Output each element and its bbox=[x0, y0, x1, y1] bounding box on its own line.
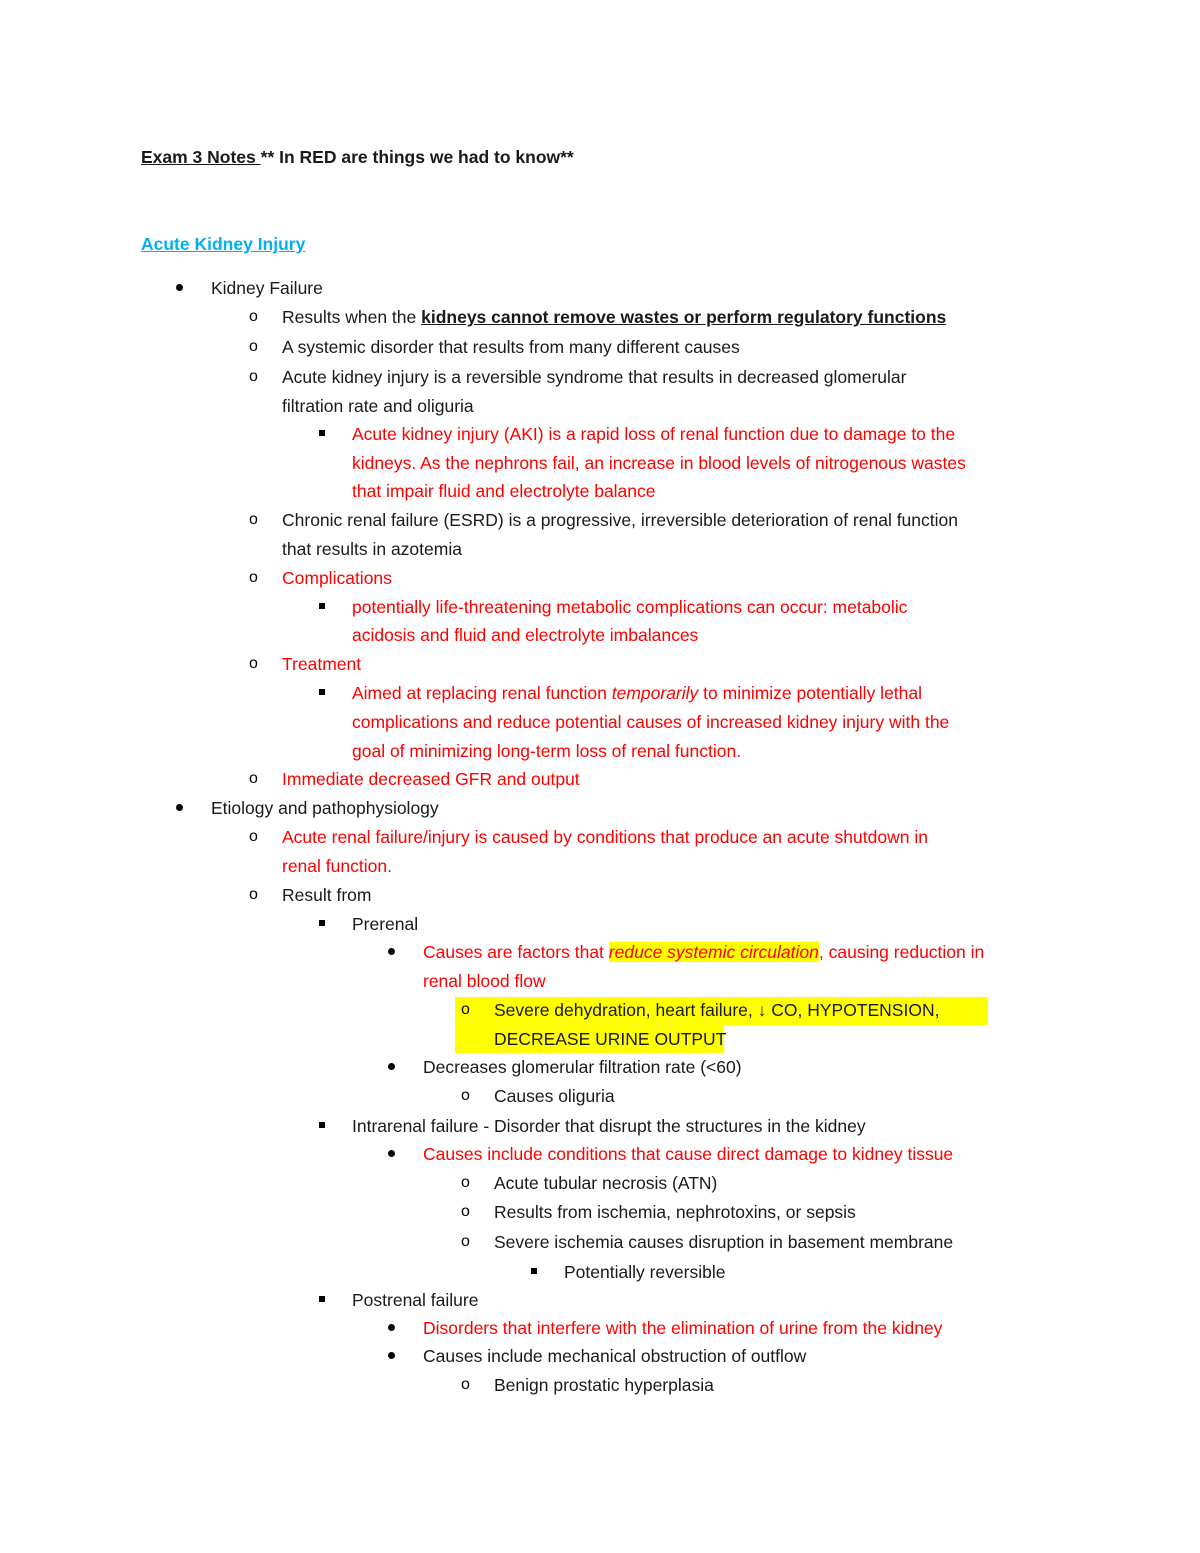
circle-bullet-icon: o bbox=[461, 1376, 470, 1393]
list-item bbox=[423, 941, 984, 963]
list-item: Acute kidney injury (AKI) is a rapid loss of renal function due to damage to the bbox=[352, 424, 956, 444]
page-title bbox=[141, 146, 574, 168]
list-item: potentially life-threatening metabolic complications can occur: metabolic bbox=[352, 597, 908, 617]
list-item: Prerenal bbox=[352, 914, 419, 934]
list-item-cont: kidneys. As the nephrons fail, an increase in blood levels of nitrogenous wastes bbox=[352, 453, 966, 473]
circle-bullet-icon: o bbox=[249, 511, 258, 528]
circle-bullet-icon: o bbox=[249, 569, 258, 586]
list-item: Acute tubular necrosis (ATN) bbox=[494, 1173, 718, 1193]
list-item-cont: renal blood flow bbox=[423, 971, 546, 991]
list-item: Potentially reversible bbox=[564, 1262, 726, 1282]
bullet-dot-icon bbox=[388, 1352, 395, 1359]
bullet-dot-icon bbox=[388, 1150, 395, 1157]
list-item: Results from ischemia, nephrotoxins, or sepsis bbox=[494, 1202, 856, 1222]
list-text: Aimed at replacing renal function bbox=[352, 683, 612, 703]
list-text: Results when the bbox=[282, 307, 422, 327]
square-bullet-icon bbox=[319, 430, 325, 436]
list-text: Causes are factors that bbox=[423, 942, 609, 962]
list-item: Result from bbox=[282, 885, 372, 905]
bullet-dot-icon bbox=[388, 948, 395, 955]
bullet-dot-icon bbox=[388, 1324, 395, 1331]
list-item-cont: DECREASE URINE OUTPUT bbox=[494, 1029, 727, 1049]
square-bullet-icon bbox=[319, 920, 325, 926]
square-bullet-icon bbox=[319, 603, 325, 609]
list-item: Benign prostatic hyperplasia bbox=[494, 1375, 714, 1395]
title-main: Exam 3 Notes bbox=[141, 147, 261, 167]
list-item-cont: goal of minimizing long-term loss of renal function. bbox=[352, 741, 742, 761]
circle-bullet-icon: o bbox=[461, 1174, 470, 1191]
list-item-cont: complications and reduce potential causes of increased kidney injury with the bbox=[352, 712, 950, 732]
list-item bbox=[352, 682, 922, 704]
list-item: Causes include conditions that cause direct damage to kidney tissue bbox=[423, 1144, 954, 1164]
list-item-cont: that impair fluid and electrolyte balance bbox=[352, 481, 656, 501]
list-item: Kidney Failure bbox=[211, 278, 323, 298]
italic-text: temporarily bbox=[611, 683, 699, 703]
circle-bullet-icon: o bbox=[249, 368, 258, 385]
emphasis-text: kidneys cannot remove wastes or perform regulatory functions bbox=[421, 307, 947, 327]
list-text: , causing reduction in bbox=[818, 942, 985, 962]
circle-bullet-icon: o bbox=[461, 1087, 470, 1104]
list-item: Postrenal failure bbox=[352, 1290, 479, 1310]
list-item-cont: renal function. bbox=[282, 856, 392, 876]
list-item: Decreases glomerular filtration rate (<60) bbox=[423, 1057, 742, 1077]
square-bullet-icon bbox=[319, 689, 325, 695]
circle-bullet-icon: o bbox=[461, 1203, 470, 1220]
circle-bullet-icon: o bbox=[461, 1233, 470, 1250]
list-item-cont: acidosis and fluid and electrolyte imbalances bbox=[352, 625, 699, 645]
list-item: Treatment bbox=[282, 654, 362, 674]
highlighted-text: reduce systemic circulation bbox=[608, 942, 819, 962]
list-item bbox=[282, 306, 946, 328]
list-item: Acute renal failure/injury is caused by conditions that produce an acute shutdown in bbox=[282, 827, 928, 847]
list-item: Severe dehydration, heart failure, ↓ CO, HYPOTENSION, bbox=[494, 1000, 940, 1020]
list-item: Etiology and pathophysiology bbox=[211, 798, 439, 818]
square-bullet-icon bbox=[531, 1268, 537, 1274]
bullet-dot-icon bbox=[176, 804, 183, 811]
square-bullet-icon bbox=[319, 1296, 325, 1302]
list-item-cont: that results in azotemia bbox=[282, 539, 462, 559]
list-item: Causes oliguria bbox=[494, 1086, 615, 1106]
circle-bullet-icon: o bbox=[461, 1001, 470, 1018]
circle-bullet-icon: o bbox=[249, 338, 258, 355]
circle-bullet-icon: o bbox=[249, 770, 258, 787]
section-heading: Acute Kidney Injury bbox=[141, 234, 306, 254]
list-item: Causes include mechanical obstruction of outflow bbox=[423, 1346, 807, 1366]
list-item-cont: filtration rate and oliguria bbox=[282, 396, 474, 416]
circle-bullet-icon: o bbox=[249, 886, 258, 903]
title-note: ** In RED are things we had to know** bbox=[260, 147, 574, 167]
list-item: A systemic disorder that results from many different causes bbox=[282, 337, 740, 357]
list-item: Intrarenal failure - Disorder that disrupt the structures in the kidney bbox=[352, 1116, 866, 1136]
bullet-dot-icon bbox=[388, 1063, 395, 1070]
list-item: Acute kidney injury is a reversible syndrome that results in decreased glomerular bbox=[282, 367, 907, 387]
list-item: Immediate decreased GFR and output bbox=[282, 769, 580, 789]
list-item: Severe ischemia causes disruption in basement membrane bbox=[494, 1232, 954, 1252]
circle-bullet-icon: o bbox=[249, 655, 258, 672]
circle-bullet-icon: o bbox=[249, 308, 258, 325]
circle-bullet-icon: o bbox=[249, 828, 258, 845]
list-item: Disorders that interfere with the elimination of urine from the kidney bbox=[423, 1318, 943, 1338]
square-bullet-icon bbox=[319, 1122, 325, 1128]
list-item: Chronic renal failure (ESRD) is a progressive, irreversible deterioration of renal function bbox=[282, 510, 958, 530]
list-item: Complications bbox=[282, 568, 392, 588]
bullet-dot-icon bbox=[176, 284, 183, 291]
list-text: to minimize potentially lethal bbox=[698, 683, 923, 703]
